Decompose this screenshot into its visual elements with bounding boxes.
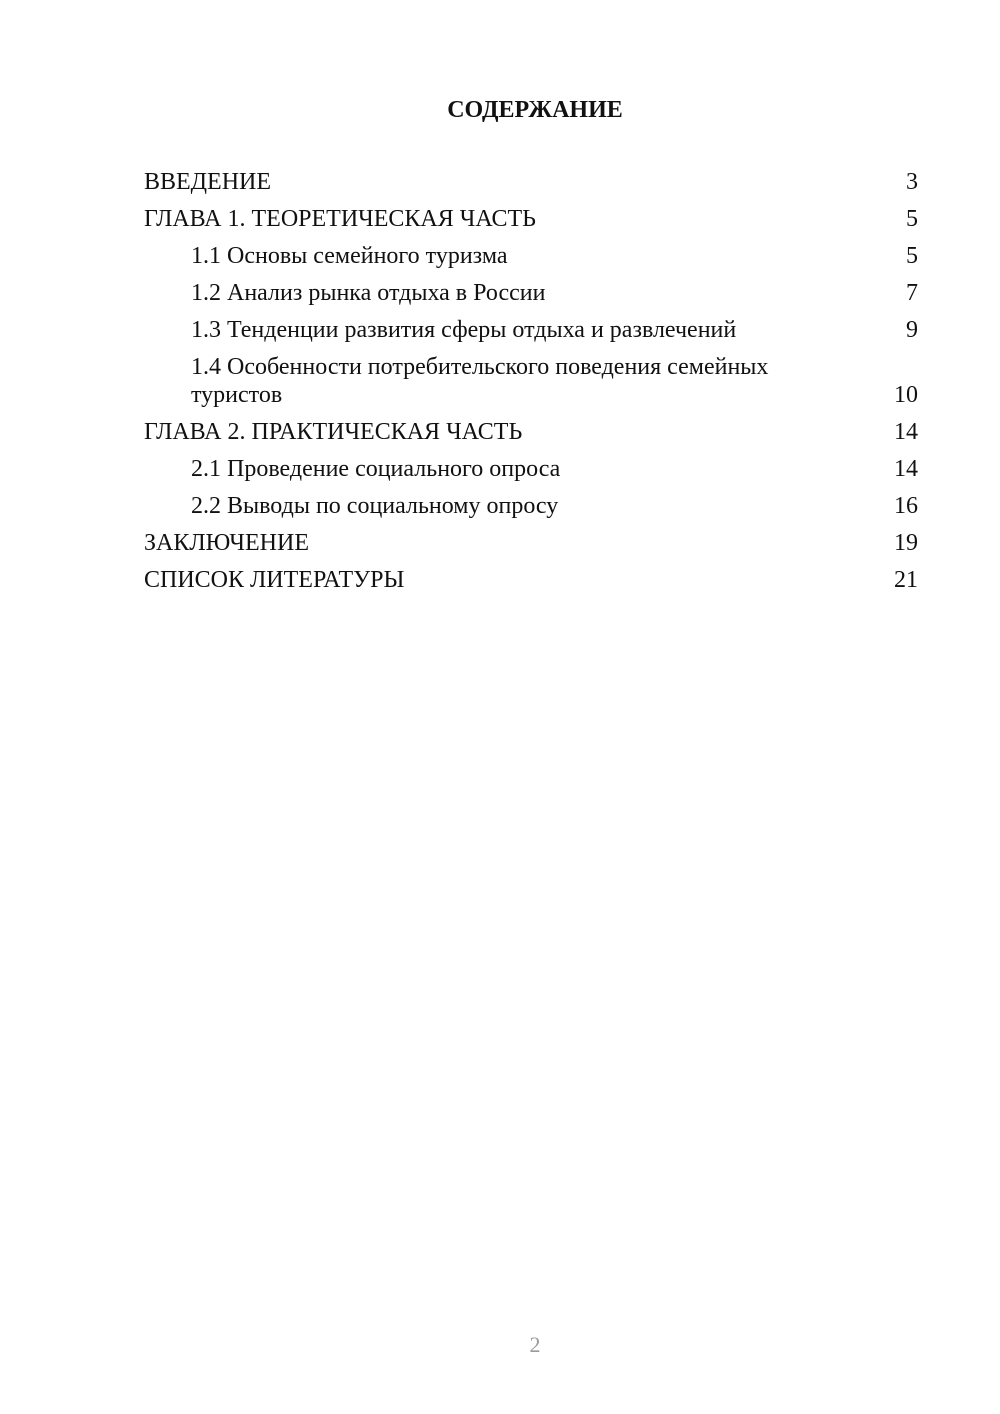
toc-entry-text: ГЛАВА 1. ТЕОРЕТИЧЕСКАЯ ЧАСТЬ <box>144 206 536 232</box>
toc-entry-chapter-2[interactable] <box>144 418 918 446</box>
toc-entry-section-2-1[interactable] <box>144 455 918 483</box>
toc-entry-text: 1.1 Основы семейного туризма <box>191 243 508 269</box>
toc-entry-page: 21 <box>894 567 918 593</box>
toc-entry-section-1-2[interactable] <box>144 279 918 307</box>
toc-entry-references[interactable] <box>144 566 918 594</box>
toc-entry-section-1-3[interactable] <box>144 316 918 344</box>
table-of-contents <box>144 168 918 603</box>
toc-entry-page: 19 <box>894 530 918 556</box>
toc-entry-conclusion[interactable] <box>144 529 918 557</box>
toc-entry-text: ГЛАВА 2. ПРАКТИЧЕСКАЯ ЧАСТЬ <box>144 419 523 445</box>
toc-entry-page: 9 <box>906 317 918 343</box>
toc-entry-text: ЗАКЛЮЧЕНИЕ <box>144 530 309 556</box>
toc-entry-page: 3 <box>906 169 918 195</box>
page-title: СОДЕРЖАНИЕ <box>447 97 623 123</box>
toc-entry-page: 14 <box>894 419 918 445</box>
toc-entry-page: 5 <box>906 206 918 232</box>
toc-entry-page: 16 <box>894 493 918 519</box>
toc-entry-page: 7 <box>906 280 918 306</box>
toc-entry-page: 5 <box>906 243 918 269</box>
toc-entry-page: 14 <box>894 456 918 482</box>
toc-entry-text: 1.3 Тенденции развития сферы отдыха и развлечений <box>191 317 737 343</box>
toc-entry-section-1-4[interactable] <box>144 353 918 409</box>
toc-entry-text: 2.1 Проведение социального опроса <box>191 456 561 482</box>
page-number: 2 <box>529 1332 541 1357</box>
toc-entry-page: 10 <box>894 382 918 408</box>
toc-entry-text: СПИСОК ЛИТЕРАТУРЫ <box>144 567 405 593</box>
toc-entry-text: ВВЕДЕНИЕ <box>144 169 272 195</box>
toc-entry-text: 2.2 Выводы по социальному опросу <box>191 493 559 519</box>
toc-entry-text: 1.2 Анализ рынка отдыха в России <box>191 280 546 306</box>
toc-entry-chapter-1[interactable] <box>144 205 918 233</box>
toc-entry-text: 1.4 Особенности потребительского поведения семейных туристов <box>191 354 769 408</box>
toc-entry-introduction[interactable] <box>144 168 918 196</box>
toc-entry-section-2-2[interactable] <box>144 492 918 520</box>
toc-entry-section-1-1[interactable] <box>144 242 918 270</box>
